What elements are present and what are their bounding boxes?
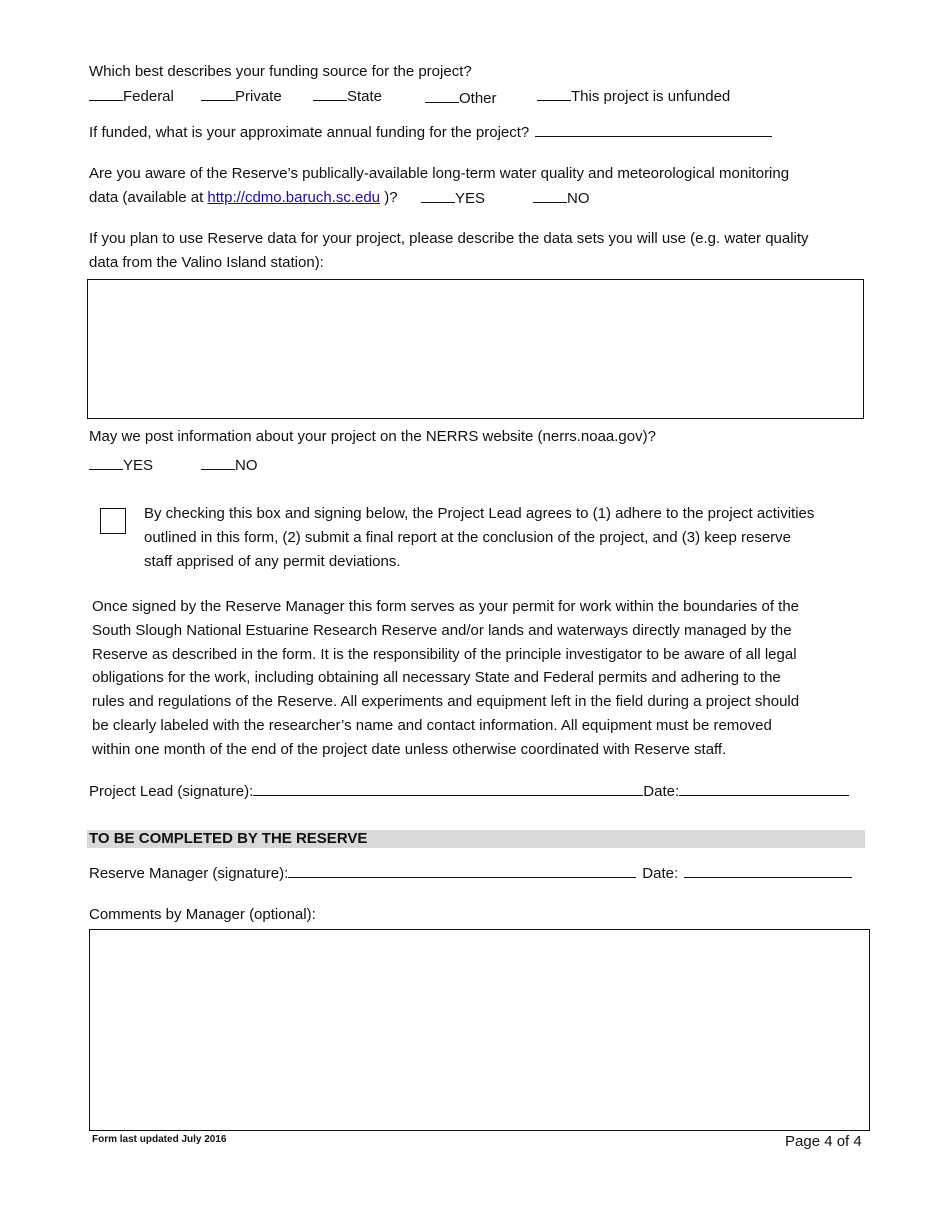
manager-signature-label: Reserve Manager (signature): xyxy=(89,865,289,882)
funding-private-blank[interactable] xyxy=(201,86,235,101)
comments-label: Comments by Manager (optional): xyxy=(89,906,316,923)
funding-unfunded-blank[interactable] xyxy=(537,86,571,101)
data-awareness-no-blank[interactable] xyxy=(533,188,567,203)
manager-signature-row xyxy=(89,863,852,884)
funding-question: Which best describes your funding source for the project? xyxy=(89,63,472,80)
project-lead-date-label: Date: xyxy=(643,783,680,800)
funding-federal-blank[interactable] xyxy=(89,86,123,101)
permit-paragraph: Once signed by the Reserve Manager this form serves as your permit for work within the boundaries of the South Slough National Estuarine Research Reserve and/or lands and waterways directly managed by the Reserve as described in the form. It is the responsibility of the principle investigator to be aware of all legal obligations for the work, including obtaining all necessary State and Federal permits and adhering to the rules and regulations of the Reserve. All experiments and equipment left in the field during a project should be clearly labeled with the researcher’s name and contact information. All equipment must be removed within one month of the end of the project date unless otherwise coordinated with Reserve staff. xyxy=(92,598,800,758)
cdmo-link[interactable]: http://cdmo.baruch.sc.edu xyxy=(207,189,381,206)
post-info-yes[interactable]: YES xyxy=(89,455,153,476)
funding-option-unfunded[interactable]: This project is unfunded xyxy=(537,86,730,107)
funding-option-other[interactable]: Other xyxy=(425,88,497,109)
reserve-data-question: If you plan to use Reserve data for your project, please describe the data sets you will use (e.g. water quality xyxy=(89,230,809,247)
reserve-data-textarea[interactable] xyxy=(87,279,864,419)
manager-signature-field[interactable] xyxy=(288,863,636,878)
annual-funding-question: If funded, what is your approximate annual funding for the project? xyxy=(89,124,530,141)
reserve-section-heading: TO BE COMPLETED BY THE RESERVE xyxy=(89,830,368,847)
form-updated-note: Form last updated July 2016 xyxy=(92,1134,227,1145)
funding-option-private[interactable]: Private xyxy=(201,86,282,107)
funding-other-blank[interactable] xyxy=(425,88,459,103)
data-awareness-yes[interactable]: YES xyxy=(421,188,485,209)
annual-funding-field[interactable] xyxy=(535,122,772,137)
post-info-no[interactable]: NO xyxy=(201,455,258,476)
manager-date-label: Date: xyxy=(642,865,679,882)
annual-funding-row xyxy=(89,122,772,143)
reserve-data-question-cont: data from the Valino Island station): xyxy=(89,254,324,271)
project-lead-date-field[interactable] xyxy=(679,781,849,796)
funding-option-state[interactable]: State xyxy=(313,86,382,107)
page-number: Page 4 of 4 xyxy=(785,1133,862,1150)
agreement-checkbox[interactable] xyxy=(100,508,126,534)
manager-date-field[interactable] xyxy=(684,863,852,878)
data-awareness-yes-blank[interactable] xyxy=(421,188,455,203)
post-info-no-blank[interactable] xyxy=(201,455,235,470)
data-awareness-row: data (available at http://cdmo.baruch.sc.edu )? xyxy=(89,189,398,206)
funding-state-blank[interactable] xyxy=(313,86,347,101)
comments-textarea[interactable] xyxy=(89,929,870,1131)
data-awareness-question: Are you aware of the Reserve’s publically-available long-term water quality and meteorological monitoring xyxy=(89,165,790,182)
data-awareness-no[interactable]: NO xyxy=(533,188,590,209)
post-info-yes-blank[interactable] xyxy=(89,455,123,470)
project-lead-signature-field[interactable] xyxy=(253,781,643,796)
agreement-text: By checking this box and signing below, the Project Lead agrees to (1) adhere to the project activities outlined in this form, (2) submit a final report at the conclusion of the project, and (3) keep reserve staff apprised of any permit deviations. xyxy=(144,505,815,570)
project-lead-signature-row xyxy=(89,781,849,802)
project-lead-signature-label: Project Lead (signature): xyxy=(89,783,254,800)
post-info-question: May we post information about your project on the NERRS website (nerrs.noaa.gov)? xyxy=(89,428,656,445)
funding-option-federal[interactable]: Federal xyxy=(89,86,174,107)
